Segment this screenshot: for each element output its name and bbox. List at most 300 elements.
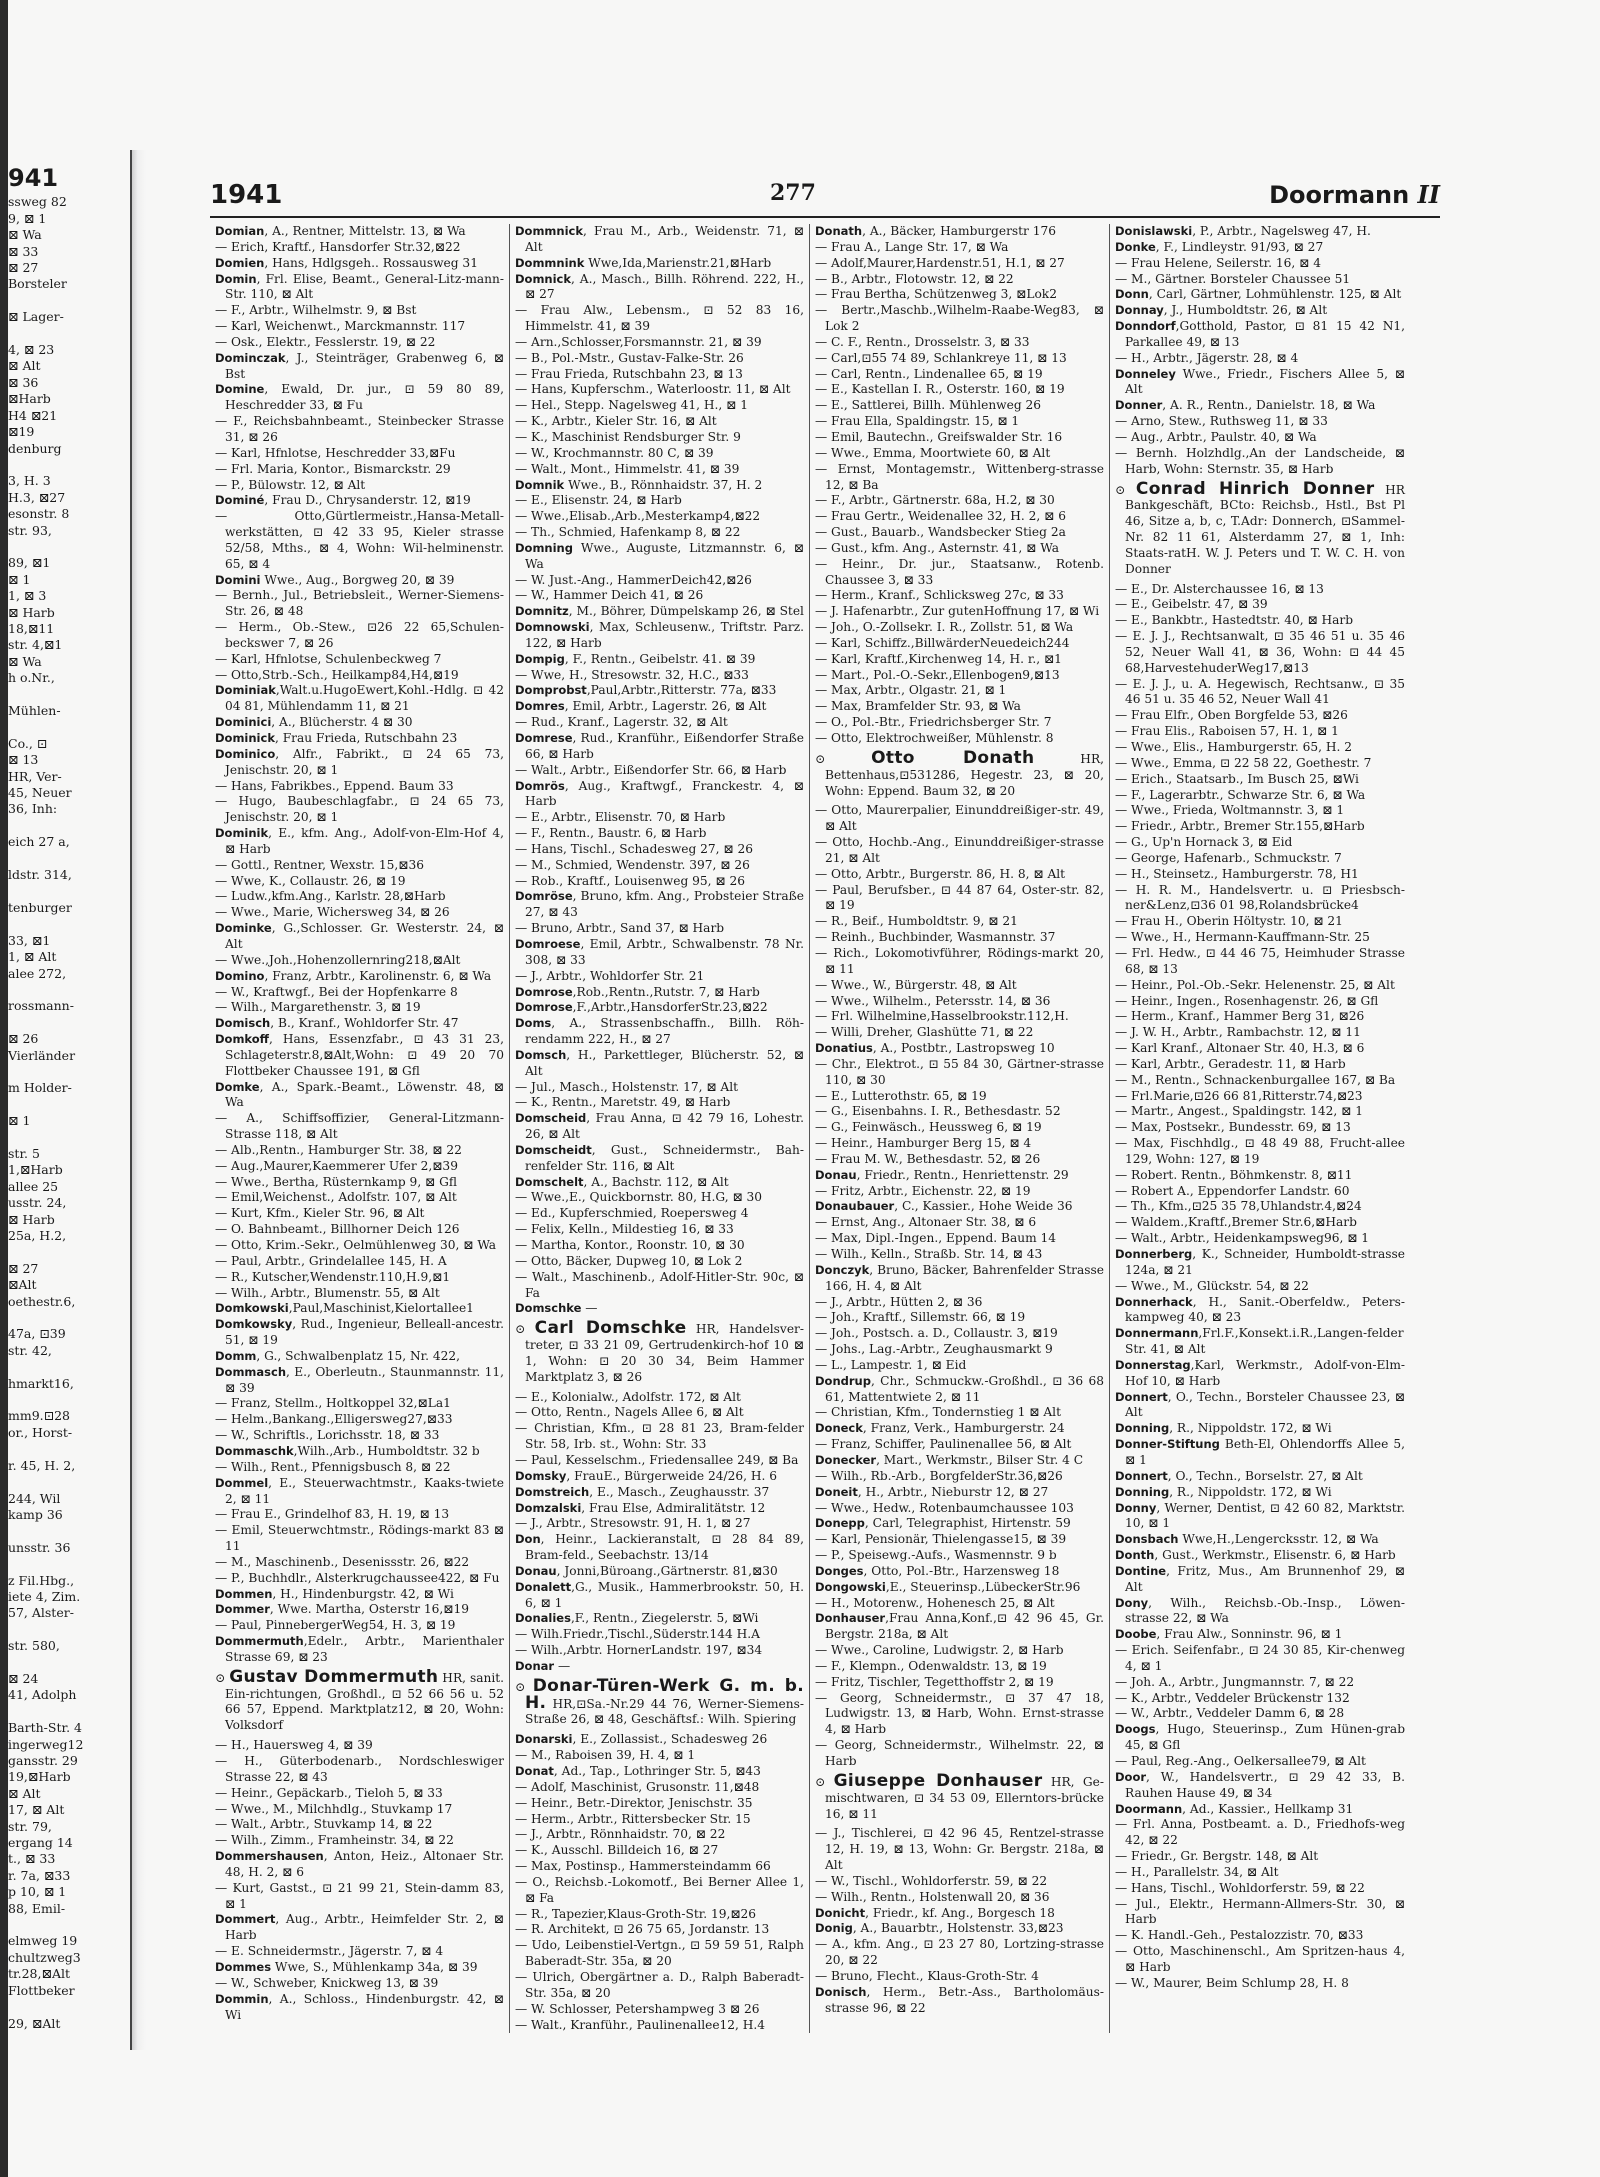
directory-entry: — Helm.,Bankang.,Elligersweg27,⊠33 [215, 1412, 453, 1427]
previous-page-line: denburg [8, 440, 62, 456]
previous-page-line: 18,⊠11 [8, 620, 55, 636]
directory-entry: Donneley Wwe., Friedr., Fischers Allee 5, ⊠ Alt [1115, 366, 1405, 397]
previous-page-line [8, 851, 130, 867]
previous-page-line: 3, H. 3 [8, 473, 51, 489]
directory-entry: — Hans, Kupferschm., Waterloostr. 11, ⊠ Alt [515, 382, 791, 397]
directory-entry: Domini Wwe., Aug., Borgweg 20, ⊠ 39 [215, 572, 455, 587]
directory-entry: — Erich., Staatsarb., Im Busch 25, ⊠Wi [1115, 771, 1359, 786]
directory-entry: — Chr., Elektrot., ⊡ 55 84 30, Gärtner-strasse 110, ⊠ 30 [815, 1056, 1104, 1087]
previous-page-line: ⊠Alt [8, 1277, 37, 1293]
directory-entry: — Emil, Steuerwchtmstr., Rödings-markt 83 ⊠ 11 [215, 1523, 504, 1554]
directory-entry: Dominici, A., Blücherstr. 4 ⊠ 30 [215, 715, 413, 730]
directory-entry: — Frau A., Lange Str. 17, ⊠ Wa [815, 239, 1009, 254]
directory-entry: — Wwe.,E., Quickbornstr. 80, H.G, ⊠ 30 [515, 1190, 763, 1205]
previous-page-line: 57, Alster- [8, 1605, 74, 1621]
directory-entry: — Georg, Schneidermstr., ⊡ 37 47 18, Ludwigstr. 13, ⊠ Harb, Wohn. Ernst-strasse 4, ⊠ Harb [815, 1690, 1104, 1737]
previous-page-line: 33, ⊠1 [8, 932, 51, 948]
directory-entry: — W., Schweber, Knickweg 13, ⊠ 39 [215, 1975, 439, 1990]
directory-entry: — Wilh., Zimm., Framheinstr. 34, ⊠ 22 [215, 1833, 454, 1848]
directory-entry: Don, Heinr., Lackieranstalt, ⊡ 28 84 89, Bram-feld., Seebachstr. 13/14 [515, 1532, 804, 1563]
directory-entry: — Otto, Elektrochweißer, Mühlenstr. 8 [815, 731, 1054, 745]
directory-entry: — Robert. Rentn., Böhmkenstr. 8, ⊠11 [1115, 1167, 1353, 1182]
directory-entry: — Karl Kranf., Altonaer Str. 40, H.3, ⊠ 6 [1115, 1041, 1365, 1056]
directory-entry: — Max, Bramfelder Str. 93, ⊠ Wa [815, 699, 1021, 714]
directory-entry: — J. Hafenarbtr., Zur gutenHoffnung 17, ⊠ Wi [815, 604, 1100, 619]
previous-page-line [8, 1359, 130, 1375]
previous-page-line: 25a, H.2, [8, 1228, 67, 1243]
previous-page-line: ⊠ Harb [8, 1211, 55, 1227]
directory-entry: — Friedr., Arbtr., Bremer Str.155,⊠Harb [1115, 819, 1365, 834]
directory-entry: — Max, Postsekr., Bundesstr. 69, ⊠ 13 [1115, 1120, 1351, 1135]
directory-entry: Donner, A. R., Rentn., Danielstr. 18, ⊠ Wa [1115, 398, 1376, 413]
previous-page-line [8, 326, 130, 342]
directory-entry: — F., Reichsbahnbeamt., Steinbecker Strasse 31, ⊠ 26 [215, 414, 504, 444]
previous-page-line: 36, Inh: [8, 801, 58, 817]
directory-entry: — M., Raboisen 39, H. 4, ⊠ 1 [515, 1748, 696, 1763]
directory-entry: — L., Lampestr. 1, ⊠ Eid [815, 1357, 967, 1372]
previous-page-line: 244, Wil [8, 1490, 61, 1506]
directory-entry: — Ludw.,kfm.Ang., Karlstr. 28,⊠Harb [215, 889, 446, 904]
previous-page-line: str. 93, [8, 522, 52, 538]
directory-entry: — Carl, Rentn., Lindenallee 65, ⊠ 19 [815, 366, 1043, 381]
previous-page-line: esonstr. 8 [8, 506, 70, 522]
directory-entry: — Otto, Maschinenschl., Am Spritzen-haus 4, ⊠ Harb [1115, 1944, 1405, 1974]
previous-page-line: ⊠ 36 [8, 374, 39, 390]
directory-entry: — Max, Arbtr., Olgastr. 21, ⊠ 1 [815, 683, 1007, 698]
directory-entry: Donczyk, Bruno, Bäcker, Bahrenfelder Strasse 166, H. 4, ⊠ Alt [815, 1262, 1104, 1293]
directory-entry: — Paul, Reg.-Ang., Oelkersallee79, ⊠ Alt [1115, 1754, 1366, 1768]
directory-entry: Doogs, Hugo, Steuerinsp., Zum Hünen-grab 45, ⊠ Gfl [1115, 1722, 1405, 1753]
previous-page-line [8, 457, 130, 473]
directory-entry: — Hel., Stepp. Nagelsweg 41, H., ⊠ 1 [515, 398, 748, 413]
previous-page-line: ssweg 82 [8, 194, 67, 210]
previous-page-line: ⊠ Harb [8, 604, 55, 620]
directory-entry: Donndorf,Gotthold, Pastor, ⊡ 81 15 42 N1, Parkallee 49, ⊠ 13 [1115, 319, 1405, 349]
directory-entry: Donth, Gust., Werkmstr., Elisenstr. 6, ⊠ Harb [1115, 1548, 1396, 1563]
directory-entry: — Wilh., Rent., Pfennigsbusch 8, ⊠ 22 [215, 1459, 451, 1474]
directory-entry: — Wwe., Wilhelm., Petersstr. 14, ⊠ 36 [815, 993, 1051, 1008]
directory-entry: — G., Up'n Hornack 3, ⊠ Eid [1115, 835, 1293, 850]
directory-entry: — Ernst, Ang., Altonaer Str. 38, ⊠ 6 [815, 1215, 1037, 1230]
directory-entry: — K. Handl.-Geh., Pestalozzistr. 70, ⊠33 [1115, 1928, 1364, 1943]
directory-entry: — M., Gärtner. Borsteler Chaussee 51 [1115, 271, 1351, 286]
directory-entry: — K., Arbtr., Kieler Str. 16, ⊠ Alt [515, 414, 717, 429]
directory-entry: ⊙ Otto Donath HR, Bettenhaus,⊡531286, Hegestr. 23, ⊠ 20, Wohn: Eppend. Baum 32, ⊠ 20 [815, 747, 1104, 798]
previous-page-line: ⊠Harb [8, 391, 51, 407]
directory-entry: — J., Arbtr., Stresowstr. 91, H. 1, ⊠ 27 [515, 1516, 751, 1531]
directory-entry: — Rud., Kranf., Lagerstr. 32, ⊠ Alt [515, 715, 728, 730]
directory-entry: — H. R. M., Handelsvertr. u. ⊡ Priesbsch-ner&Lenz,⊡36 01 98,Rolandsbrücke4 [1115, 882, 1405, 913]
previous-page-line: usstr. 24, [8, 1195, 67, 1211]
directory-entry: — Heinr., Ingen., Rosenhagenstr. 26, ⊠ Gfl [1115, 993, 1379, 1008]
directory-entry: — Wwe., M., Glückstr. 54, ⊠ 22 [1115, 1278, 1309, 1293]
directory-entry: — R. Architekt, ⊡ 26 75 65, Jordanstr. 13 [515, 1922, 770, 1937]
directory-entry: Domm, G., Schwalbenplatz 15, Nr. 422, [215, 1348, 461, 1363]
previous-page-line: ⊠ 24 [8, 1670, 39, 1686]
directory-entry: Donarski, E., Zollassist., Schadesweg 26 [515, 1732, 768, 1747]
previous-page-line: str. 4,⊠1 [8, 637, 63, 653]
previous-page-line: tenburger [8, 899, 72, 915]
directory-entry: Domres, Emil, Arbtr., Lagerstr. 26, ⊠ Alt [515, 699, 767, 714]
directory-entry: — Wwe., Caroline, Ludwigstr. 2, ⊠ Harb [815, 1643, 1064, 1658]
directory-entry: Dominico, Alfr., Fabrikt., ⊡ 24 65 73, Jenischstr. 20, ⊠ 1 [215, 746, 504, 777]
directory-entry: Donaubauer, C., Kassier., Hohe Weide 36 [815, 1199, 1073, 1214]
directory-entry: — P., Speisewg.-Aufs., Wasmennstr. 9 b [815, 1548, 1057, 1563]
directory-entry: — Hans, Tischl., Schadesweg 27, ⊠ 26 [515, 841, 754, 856]
directory-entry: — E., Lutterothstr. 65, ⊠ 19 [815, 1088, 987, 1103]
previous-page-line: 4, ⊠ 23 [8, 342, 55, 358]
directory-entry: — H., Steinsetz., Hamburgerstr. 78, H1 [1115, 866, 1359, 881]
directory-entry: — E., Elisenstr. 24, ⊠ Harb [515, 493, 682, 508]
directory-entry: — Heinr., Pol.-Ob.-Sekr. Helenenstr. 25, ⊠ Alt [1115, 977, 1395, 992]
directory-entry: — Karl, Kraftf.,Kirchenweg 14, H. r., ⊠1 [815, 651, 1062, 666]
directory-entry: Dommnink Wwe,Ida,Marienstr.21,⊠Harb [515, 255, 772, 270]
directory-entry: — Aug., Arbtr., Paulstr. 40, ⊠ Wa [1115, 429, 1317, 444]
directory-entry: — Otto, Rentn., Nagels Allee 6, ⊠ Alt [515, 1405, 744, 1420]
directory-entry: — Frl. Hedw., ⊡ 44 46 75, Heimhuder Strasse 68, ⊠ 13 [1115, 945, 1405, 976]
directory-entry: — H., Hauersweg 4, ⊠ 39 [215, 1738, 373, 1753]
directory-entry: — Frau Elfr., Oben Borgfelde 53, ⊠26 [1115, 708, 1348, 723]
directory-entry: Dominke, G.,Schlosser. Gr. Westerstr. 24, ⊠ Alt [215, 921, 504, 951]
previous-page-year: 941 [8, 164, 59, 192]
directory-entry: Domnik Wwe., B., Rönnhaidstr. 37, H. 2 [515, 477, 763, 492]
directory-entry: Donatius, A., Postbtr., Lastropsweg 10 [815, 1041, 1055, 1056]
previous-page-line: ⊠ 13 [8, 752, 39, 768]
directory-entry: — Christian, Kfm., Tondernstieg 1 ⊠ Alt [815, 1405, 1061, 1420]
directory-entry: — Felix, Kelln., Mildestieg 16, ⊠ 33 [515, 1222, 734, 1237]
directory-entry: — Georg, Schneidermstr., Wilhelmstr. 22, ⊠ Harb [815, 1738, 1104, 1768]
previous-page-line: str. 42, [8, 1342, 52, 1358]
directory-entry: Dommermuth,Edelr., Arbtr., Marienthaler Strasse 69, ⊠ 23 [215, 1634, 504, 1664]
directory-entry: — Gust., kfm. Ang., Asternstr. 41, ⊠ Wa [815, 540, 1059, 555]
directory-entry: Doneck, Franz, Verk., Hamburgerstr. 24 [815, 1421, 1065, 1436]
directory-entry: — Johs., Lag.-Arbtr., Zeughausmarkt 9 [815, 1342, 1053, 1357]
directory-entry: Domino, Franz, Arbtr., Karolinenstr. 6, ⊠ Wa [215, 968, 492, 983]
directory-entry: — W., Kraftwgf., Bei der Hopfenkarre 8 [215, 984, 458, 999]
directory-entry: Donau, Friedr., Rentn., Henriettenstr. 29 [815, 1167, 1069, 1182]
directory-entry: — Wwe., Emma, Moortwiete 60, ⊠ Alt [815, 445, 1051, 460]
previous-page-line [8, 687, 130, 703]
directory-entry: Donnerberg, K., Schneider, Humboldt-strasse 124a, ⊠ 21 [1115, 1247, 1405, 1277]
directory-entry: Donnert, O., Techn., Borsteler Chaussee 23, ⊠ Alt [1115, 1389, 1405, 1420]
directory-entry: — Osk., Elektr., Fesslerstr. 19, ⊠ 22 [215, 334, 436, 349]
directory-entry: Donnerstag,Karl, Werkmstr., Adolf-von-Elm-Hof 10, ⊠ Harb [1115, 1357, 1405, 1388]
previous-page-line [8, 293, 130, 309]
directory-entry: — Wilh., Arbtr., Blumenstr. 55, ⊠ Alt [215, 1285, 440, 1300]
directory-entry: — Jul., Masch., Holstenstr. 17, ⊠ Alt [515, 1079, 739, 1094]
directory-entry: ⊙ Giuseppe Donhauser HR, Ge-mischtwaren, ⊡ 34 53 09, Ellerntors-brücke 16, ⊠ 11 [815, 1770, 1104, 1821]
previous-page-line: m Holder- [8, 1080, 72, 1096]
directory-entry: — Bruno, Flecht., Klaus-Groth-Str. 4 [815, 1968, 1039, 1983]
directory-entry: Donepp, Carl, Telegraphist, Hirtenstr. 59 [815, 1516, 1071, 1531]
directory-entry: — Hans, Tischl., Wohldorferstr. 59, ⊠ 22 [1115, 1880, 1365, 1895]
directory-entry: Dominick, Frau Frieda, Rutschbahn 23 [215, 731, 458, 745]
directory-entry: Donhauser,Frau Anna,Konf.,⊡ 42 96 45, Gr. Bergstr. 218a, ⊠ Alt [815, 1611, 1104, 1642]
directory-entry: — Arno, Stew., Ruthsweg 11, ⊠ 33 [1115, 414, 1328, 429]
directory-entry: — Frau Alw., Lebensm., ⊡ 52 83 16, Himmelstr. 41, ⊠ 39 [515, 303, 804, 334]
directory-entry: — M., Maschinenb., Desenissstr. 26, ⊠22 [215, 1554, 470, 1569]
previous-page-line: 47a, ⊡39 [8, 1326, 66, 1342]
previous-page-line: ⊠ 27 [8, 260, 39, 276]
previous-page-line: 29, ⊠Alt [8, 2015, 61, 2031]
directory-entry: — Martr., Angest., Spaldingstr. 142, ⊠ 1 [1115, 1104, 1363, 1119]
directory-entry: — Karl, Hfnlotse, Schulenbeckweg 7 [215, 651, 442, 666]
directory-entry: — Herm., Ob.-Stew., ⊡26 22 65,Schulen-beckswег 7, ⊠ 26 [215, 620, 504, 650]
directory-entry: — Wwe.,Joh.,Hohenzollernring218,⊠Alt [215, 952, 461, 967]
directory-entry: — Joh. A., Arbtr., Jungmannstr. 7, ⊠ 22 [1115, 1674, 1355, 1689]
running-head-range-name: Doormann [1269, 181, 1410, 209]
previous-page-line: 1,⊠Harb [8, 1162, 63, 1178]
previous-page-line: elmweg 19 [8, 1933, 78, 1949]
directory-entry: Domkowski,Paul,Maschinist,Kielortallee1 [215, 1301, 474, 1316]
directory-entry: — Bruno, Arbtr., Sand 37, ⊠ Harb [515, 921, 725, 936]
directory-entry: Domnitz, M., Böhrer, Dümpelskamp 26, ⊠ Stel [515, 604, 804, 619]
directory-entry: — Mart., Pol.-O.-Sekr.,Ellenbogen9,⊠13 [815, 667, 1060, 682]
directory-entry: — E. J. J., Rechtsanwalt, ⊡ 35 46 51 u. 35 46 52, Neuer Wall 41, ⊠ 36, Wohn: ⊡ 44 45 68,HarvestehuderWeg17,⊠13 [1115, 629, 1405, 675]
directory-entry: — Karl, Pensionär, Thielengasse15, ⊠ 39 [815, 1532, 1067, 1547]
previous-page-line: str. 5 [8, 1145, 40, 1161]
directory-entry: — Frau H., Oberin Höltystr. 10, ⊠ 21 [1115, 914, 1343, 929]
directory-entry: Domscheid, Frau Anna, ⊡ 42 79 16, Lohestr. 26, ⊠ Alt [515, 1111, 804, 1142]
directory-entry: — Emil,Weichenst., Adolfstr. 107, ⊠ Alt [215, 1190, 457, 1205]
directory-entry: — R., Kutscher,Wendenstr.110,H.9,⊠1 [215, 1269, 451, 1284]
directory-entry: Domschelt, A., Bachstr. 112, ⊠ Alt [515, 1174, 729, 1189]
directory-column-2 [510, 224, 810, 2033]
directory-entry: — Waldem.,Kraftf.,Bremer Str.6,⊠Harb [1115, 1215, 1357, 1230]
directory-entry: Domrose,F.,Arbtr.,HansdorferStr.23,⊠22 [515, 1000, 768, 1015]
previous-page-line [8, 818, 130, 834]
directory-entry: — R., Beif., Humboldtstr. 9, ⊠ 21 [815, 914, 1018, 929]
directory-entry: Domisch, B., Kranf., Wohldorfer Str. 47 [215, 1016, 459, 1031]
directory-entry: — Wwe., Elis., Hamburgerstr. 65, H. 2 [1115, 740, 1352, 754]
previous-page-line [8, 1523, 130, 1539]
previous-page-line: 17, ⊠ Alt [8, 1802, 65, 1818]
previous-page-line [8, 982, 130, 998]
directory-entry: Doormann, Ad., Kassier., Hellkamp 31 [1115, 1801, 1354, 1816]
directory-entry: — A., Schiffsoffizier, General-Litzmann-Strasse 118, ⊠ Alt [215, 1111, 504, 1142]
directory-entry: — George, Hafenarb., Schmuckstr. 7 [1115, 850, 1342, 865]
previous-page-line: tr.28,⊠Alt [8, 1966, 70, 1982]
directory-entry: — E., Geibelstr. 47, ⊠ 39 [1115, 597, 1268, 612]
previous-page-line: chultzweg3 [8, 1949, 81, 1965]
directory-entry: — Kurt, Gastst., ⊡ 21 99 21, Stein-damm 83, ⊠ 1 [215, 1880, 504, 1911]
directory-entry: — Walt., Arbtr., Heidenkampsweg96, ⊠ 1 [1115, 1231, 1370, 1246]
directory-entry: — Adolf,Maurer,Hardenstr.51, H.1, ⊠ 27 [815, 255, 1065, 270]
previous-page-line: 45, Neuer [8, 785, 72, 801]
previous-page-line: 41, Adolph [8, 1687, 77, 1703]
directory-entry: — Arn.,Schlosser,Forsmannstr. 21, ⊠ 39 [515, 334, 762, 349]
directory-entry: — B., Arbtr., Flotowstr. 12, ⊠ 22 [815, 271, 1014, 286]
previous-page-line: r. 7a, ⊠33 [8, 1867, 71, 1883]
directory-page [210, 176, 1440, 2033]
directory-entry: — Otto, Krim.-Sekr., Oelmühlenweg 30, ⊠ Wa [215, 1238, 497, 1252]
previous-page-line: ⊠19 [8, 424, 35, 440]
directory-entry: Donsbach Wwe,H.,Lengercksstr. 12, ⊠ Wa [1115, 1532, 1379, 1547]
previous-page-line: 19,⊠Harb [8, 1769, 71, 1785]
directory-entry: Dommes Wwe, S., Mühlenkamp 34a, ⊠ 39 [215, 1959, 478, 1974]
directory-entry: Donnerhack, H., Sanit.-Oberfeldw., Peters-kampweg 40, ⊠ 23 [1115, 1294, 1405, 1325]
directory-entry: Domin, Frl. Elise, Beamt., General-Litz-mann-Str. 110, ⊠ Alt [215, 271, 504, 302]
directory-entry: Donnay, J., Humboldtstr. 26, ⊠ Alt [1115, 303, 1328, 318]
directory-entry: — Aug.,Maurer,Kaemmerer Ufer 2,⊠39 [215, 1158, 458, 1173]
previous-page-line [8, 1474, 130, 1490]
directory-entry: Dommen, H., Hindenburgstr. 42, ⊠ Wi [215, 1586, 454, 1601]
directory-entry: — O., Reichsb.-Lokomotf., Bei Berner Allee 1, ⊠ Fa [515, 1874, 804, 1905]
directory-entry: — W. Just.-Ang., HammerDeich42,⊠26 [515, 572, 752, 587]
directory-entry: — Wilh., Margarethenstr. 3, ⊠ 19 [215, 1000, 421, 1015]
directory-entry: Dommasch, E., Oberleutn., Staunmannstr. 11, ⊠ 39 [215, 1364, 504, 1395]
directory-entry: — J., Arbtr., Hütten 2, ⊠ 36 [815, 1294, 983, 1309]
directory-entry: — J., Arbtr., Rönnhaidstr. 70, ⊠ 22 [515, 1827, 726, 1842]
directory-entry: — Christian, Kfm., ⊡ 28 81 23, Bram-felder Str. 58, Irb. st., Wohn: Str. 33 [515, 1421, 804, 1452]
directory-entry: — Bernh. Holzhdlg.,An der Landscheide, ⊠ Harb, Wohn: Sternstr. 35, ⊠ Harb [1115, 445, 1405, 476]
directory-entry: — Otto,Strb.-Sch., Heilkamp84,H4,⊠19 [215, 667, 459, 682]
previous-page-line: ⊠ 1 [8, 571, 31, 587]
directory-entry: Doms, A., Strassenbschaffn., Billh. Röh-rendamm 222, H., ⊠ 27 [515, 1016, 804, 1047]
directory-entry: — Wwe.,Elisab.,Arb.,Mesterkamp4,⊠22 [515, 509, 761, 524]
directory-entry: — Herm., Arbtr., Rittersbecker Str. 15 [515, 1811, 751, 1826]
directory-entry: — M., Schmied, Wendenstr. 397, ⊠ 26 [515, 857, 750, 872]
directory-entry: — Robert A., Eppendorfer Landstr. 60 [1115, 1183, 1350, 1198]
directory-entry: — Bertr.,Maschb.,Wilhelm-Raabe-Weg83, ⊠ Lok 2 [815, 303, 1104, 334]
previous-page-line [8, 883, 130, 899]
previous-page-line [8, 1310, 130, 1326]
directory-entry: — Frau Bertha, Schützenweg 3, ⊠Lok2 [815, 287, 1057, 302]
directory-entry: — J. W. H., Arbtr., Rambachstr. 12, ⊠ 11 [1115, 1025, 1361, 1040]
directory-entry: — Fritz, Tischler, Tegetthoffstr 2, ⊠ 19 [815, 1674, 1054, 1689]
directory-entry: — B., Pol.-Mstr., Gustav-Falke-Str. 26 [515, 350, 744, 365]
directory-entry: Domnowski, Max, Schleusenw., Triftstr. Parz. 122, ⊠ Harb [515, 620, 804, 650]
previous-page-line: str. 79, [8, 1818, 52, 1834]
directory-entry: — W., Schriftls., Lorichsstr. 18, ⊠ 33 [215, 1428, 440, 1443]
directory-entry: — O. Bahnbeamt., Billhorner Deich 126 [215, 1222, 460, 1237]
directory-entry: Donning, R., Nippoldstr. 172, ⊠ Wi [1115, 1421, 1332, 1436]
previous-page-line: ⊠ Wa [8, 653, 42, 669]
previous-page-line: hmarkt16, [8, 1375, 74, 1391]
previous-page-line: ⊠ 1 [8, 1113, 31, 1129]
directory-entry: Dommin, A., Schloss., Hindenburgstr. 42, ⊠ Wi [215, 1991, 504, 2022]
directory-entry: Dongowski,E., Steuerinsp.,LübeckerStr.96 [815, 1579, 1081, 1594]
previous-page-line: rossmann- [8, 998, 74, 1014]
directory-entry: — H., Arbtr., Jägerstr. 28, ⊠ 4 [1115, 350, 1299, 365]
directory-entry: — Frau M. W., Bethesdastr. 52, ⊠ 26 [815, 1151, 1041, 1166]
previous-page-line: H.3, ⊠27 [8, 489, 66, 505]
directory-entry: — Otto, Arbtr., Burgerstr. 86, H. 8, ⊠ Alt [815, 866, 1066, 881]
directory-entry: — W., Maurer, Beim Schlump 28, H. 8 [1115, 1975, 1349, 1990]
previous-page-line: t., ⊠ 33 [8, 1851, 56, 1867]
directory-entry: — Wwe., Marie, Wichersweg 34, ⊠ 26 [215, 905, 450, 920]
directory-entry: Dominé, Frau D., Chrysanderstr. 12, ⊠19 [215, 493, 471, 508]
previous-page-lines [8, 194, 130, 2032]
directory-entry: — Max, Fischhdlg., ⊡ 48 49 88, Frucht-allee 129, Wohn: 127, ⊠ 19 [1115, 1136, 1405, 1166]
previous-page-line [8, 1556, 130, 1572]
directory-entry: — O., Pol.-Btr., Friedrichsberger Str. 7 [815, 715, 1052, 730]
directory-entry: ⊙ Carl Domschke HR, Handelsver-treter, ⊡ 33 21 09, Gertrudenkirch-hof 10 ⊠ 1, Wohn: ⊡ 20 30 34, Beim Hammer Marktplatz 3, ⊠ 26 [515, 1318, 804, 1384]
directory-entry: — Hans, Fabrikbes., Eppend. Baum 33 [215, 778, 454, 793]
directory-entry: — Ulrich, Obergärtner a. D., Ralph Baberadt-Str. 35a, ⊠ 20 [515, 1969, 804, 2000]
previous-page-line [8, 1244, 130, 1260]
directory-entry: Donke, F., Lindleystr. 91/93, ⊠ 27 [1115, 239, 1324, 254]
running-head [210, 176, 1440, 218]
directory-entry: — E., Bankbtr., Hastedtstr. 40, ⊠ Harb [1115, 613, 1354, 628]
directory-entry: — E., Sattlerei, Billh. Mühlenweg 26 [815, 398, 1041, 413]
page-gutter [130, 150, 146, 2050]
previous-page-line [8, 539, 130, 555]
running-head-range [1269, 180, 1440, 209]
directory-entry: — R., Tapezier,Klaus-Groth-Str. 19,⊠26 [515, 1906, 757, 1921]
previous-page-line: p 10, ⊠ 1 [8, 1884, 67, 1900]
directory-entry: Donar — [515, 1658, 571, 1673]
directory-entry: — Wwe., M., Milchhdlg., Stuvkamp 17 [215, 1801, 453, 1816]
running-head-range-suffix: II [1417, 180, 1440, 209]
previous-page-line: ⊠ Alt [8, 358, 41, 374]
directory-entry: — Herm., Kranf., Schlicksweg 27c, ⊠ 33 [815, 588, 1064, 603]
directory-entry: Donislawski, P., Arbtr., Nagelsweg 47, H. [1115, 224, 1371, 238]
directory-entry: — Heinr., Gepäckarb., Tieloh 5, ⊠ 33 [215, 1785, 443, 1800]
directory-entry: Domine, Ewald, Dr. jur., ⊡ 59 80 89, Heschredder 33, ⊠ Fu [215, 382, 504, 413]
directory-entry: — Martha, Kontor., Roonstr. 10, ⊠ 30 [515, 1238, 745, 1252]
directory-entry: — Jul., Elektr., Hermann-Allmers-Str. 30, ⊠ Harb [1115, 1896, 1405, 1927]
scan-edge [0, 0, 8, 2177]
directory-entry: Donges, Otto, Pol.-Btr., Harzensweg 18 [815, 1563, 1060, 1578]
directory-entry: — Ernst, Montagemstr., Wittenberg-strasse 12, ⊠ Ba [815, 461, 1104, 492]
directory-entry: Domkoff, Hans, Essenzfabr., ⊡ 43 31 23, Schlageterstr.8,⊠Alt,Wohn: ⊡ 49 20 70 Flottbeker Chaussee 191, ⊠ Gfl [215, 1032, 504, 1078]
directory-entry: — Franz, Schiffer, Paulinenallee 56, ⊠ Alt [815, 1437, 1072, 1452]
directory-entry: Domprobst,Paul,Arbtr.,Ritterstr. 77a, ⊠33 [515, 683, 777, 698]
directory-entry: — Frl. Wilhelmine,Hasselbrookstr.112,H. [815, 1009, 1069, 1024]
directory-entry: — Frl. Anna, Postbeamt. a. D., Friedhofs-weg 42, ⊠ 22 [1115, 1817, 1405, 1848]
directory-entry: — Gust., Bauarb., Wandsbecker Stieg 2a [815, 525, 1066, 540]
directory-entry: — A., kfm. Ang., ⊡ 23 27 80, Lortzing-strasse 20, ⊠ 22 [815, 1937, 1104, 1968]
directory-entry: — Otto, Maurerpalier, Einunddreißiger-str. 49, ⊠ Alt [815, 803, 1104, 834]
previous-page-line: z Fil.Hbg., [8, 1572, 75, 1588]
directory-entry: — Willi, Dreher, Glashütte 71, ⊠ 22 [815, 1025, 1034, 1040]
directory-entry: — Wwe, K., Collaustr. 26, ⊠ 19 [215, 873, 406, 888]
directory-entry: — Frau Ella, Spaldingstr. 15, ⊠ 1 [815, 414, 1020, 429]
directory-entry: — K., Ausschl. Billdeich 16, ⊠ 27 [515, 1843, 719, 1858]
previous-page-line [8, 1917, 130, 1933]
directory-entry: — Frl. Maria, Kontor., Bismarckstr. 29 [215, 461, 451, 476]
directory-entry: — G., Feinwäsch., Heussweg 6, ⊠ 19 [815, 1120, 1042, 1135]
directory-entry: — Frau Helene, Seilerstr. 16, ⊠ 4 [1115, 255, 1321, 270]
directory-entry: — Wwe., W., Bürgerstr. 48, ⊠ Alt [815, 977, 1017, 992]
directory-column-1 [210, 224, 510, 2033]
directory-entry: ⊙ Donar-Türen-Werk G. m. b. H. HR,⊡Sa.-Nr.29 44 76, Werner-Siemens-Straße 26, ⊠ 48, Geschäftsf.: Wilh. Spiering [515, 1675, 804, 1727]
previous-page-line: Vierländer [8, 1047, 76, 1063]
directory-entry: — M., Rentn., Schnackenburgallee 167, ⊠ Ba [1115, 1072, 1396, 1087]
directory-entry: — Karl, Schiffz.,BillwärderNeuedeich244 [815, 635, 1070, 650]
directory-entry: — Paul, PinnebergerWeg54, H. 3, ⊠ 19 [215, 1618, 456, 1633]
previous-page-line: Co., ⊡ [8, 735, 48, 751]
directory-entry: Domröse, Bruno, kfm. Ang., Probsteier Straße 27, ⊠ 43 [515, 889, 804, 920]
directory-entry: — Heinr., Hamburger Berg 15, ⊠ 4 [815, 1136, 1032, 1151]
page-number: 277 [770, 180, 816, 206]
directory-entry: — G., Eisenbahns. I. R., Bethesdastr. 52 [815, 1104, 1061, 1119]
directory-entry: — Walt., Arbtr., Stuvkamp 14, ⊠ 22 [215, 1817, 433, 1832]
directory-entry: — Paul, Berufsber., ⊡ 44 87 64, Oster-str. 82, ⊠ 19 [815, 882, 1104, 913]
directory-entry: — Rich., Lokomotivführer, Rödings-markt 20, ⊠ 11 [815, 945, 1104, 976]
previous-page-line: Mühlen- [8, 703, 61, 718]
directory-entry: Donn, Carl, Gärtner, Lohmühlenstr. 125, ⊠ Alt [1115, 287, 1402, 302]
directory-entry: — W., Tischl., Wohldorferstr. 59, ⊠ 22 [815, 1873, 1048, 1888]
directory-entry: Dondrup, Chr., Schmuckw.-Großhdl., ⊡ 36 68 61, Mattentwiete 2, ⊠ 11 [815, 1373, 1104, 1404]
directory-entry: Domian, A., Rentner, Mittelstr. 13, ⊠ Wa [215, 224, 466, 238]
directory-entry: — Joh., Kraftf., Sillemstr. 66, ⊠ 19 [815, 1310, 1026, 1325]
directory-entry: — Wilh., Rentn., Holstenwall 20, ⊠ 36 [815, 1889, 1050, 1904]
previous-page-line: kamp 36 [8, 1506, 63, 1522]
previous-page-line: r. 45, H. 2, [8, 1457, 76, 1473]
directory-entry: Dommel, E., Steuerwachtmstr., Kaaks-twiete 2, ⊠ 11 [215, 1475, 504, 1506]
